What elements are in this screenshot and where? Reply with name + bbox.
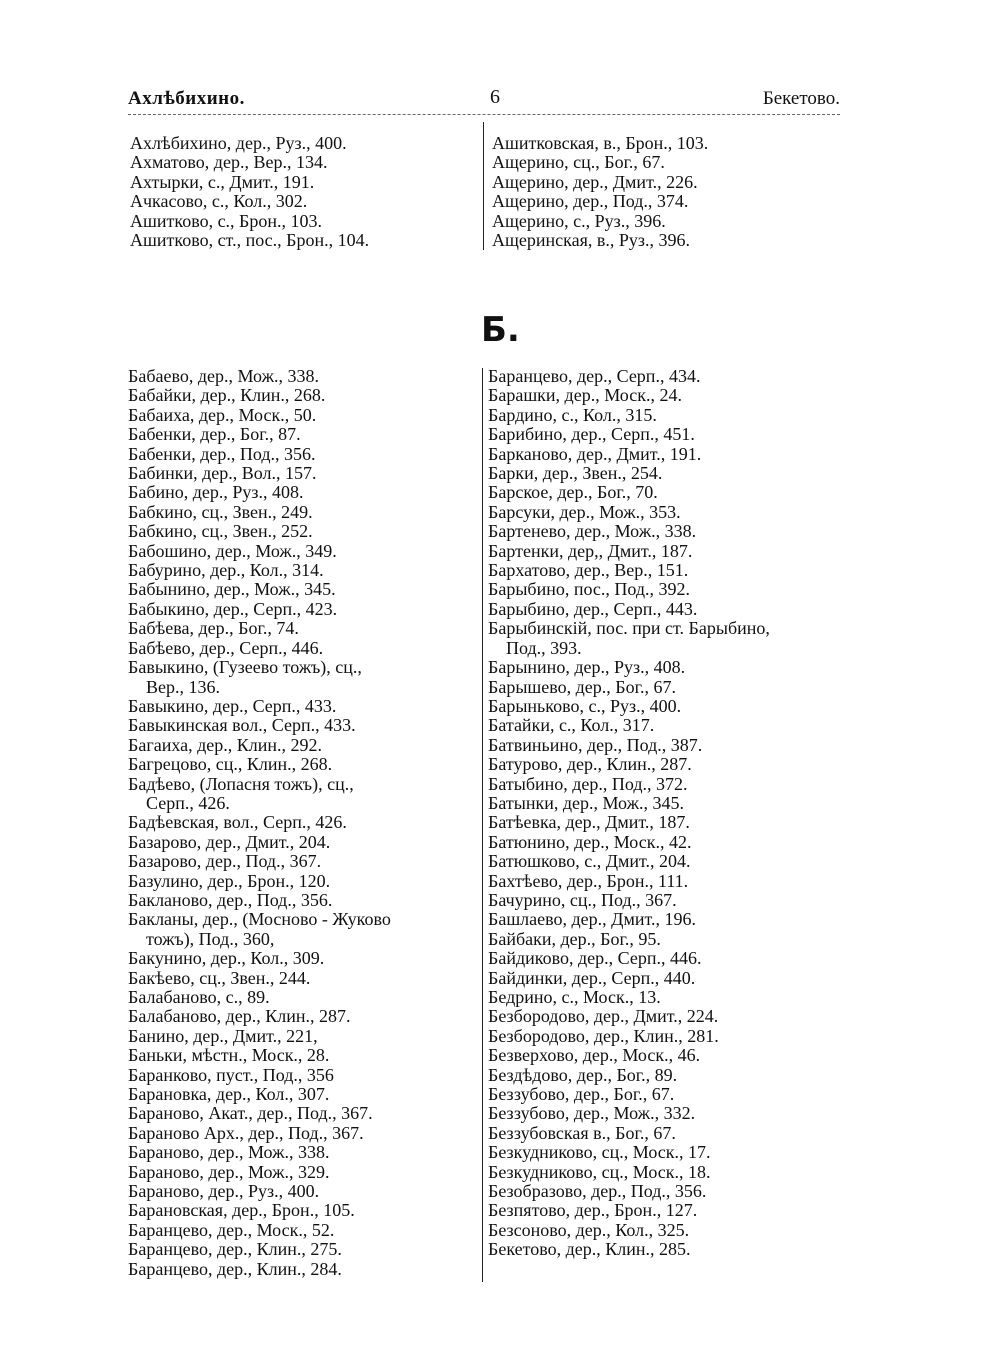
index-entry: Бархатово, дер., Вер., 151. (488, 560, 689, 581)
index-entry: Бабурино, дер., Кол., 314. (128, 560, 324, 581)
index-entry: Бавыкино, (Гузеево тожъ), сц., (128, 657, 362, 678)
index-entry: Барканово, дер., Дмит., 191. (488, 443, 702, 464)
index-entry: Ахтырки, с., Дмит., 191. (130, 171, 315, 192)
index-entry: Баранцево, дер., Серп., 434. (488, 366, 701, 386)
index-entry: Бекетово, дер., Клин., 285. (488, 1239, 691, 1260)
index-entry: Батюнино, дер., Моск., 42. (488, 831, 692, 852)
index-entry: Бадѣево, (Лопасня тожъ), сц., (128, 773, 354, 794)
section-letter-heading: Б. (481, 310, 520, 350)
index-entry: Ачкасово, с., Кол., 302. (130, 191, 308, 212)
index-entry: Балабаново, с., 89. (128, 987, 270, 1007)
index-entry: Ащерино, дер., Под., 374. (492, 191, 689, 212)
index-entry-continuation: тожъ), Под., 360, (146, 928, 275, 949)
index-entry: Бабенки, дер., Бог., 87. (128, 424, 301, 445)
index-entry: Бакунино, дер., Кол., 309. (128, 948, 325, 969)
index-entry: Батайки, с., Кол., 317. (488, 715, 655, 736)
index-entry: Безобразово, дер., Под., 356. (488, 1181, 707, 1202)
index-entry: Бараново, дер., Руз., 400. (128, 1181, 320, 1202)
index-entry: Бабошино, дер., Мож., 349. (128, 540, 337, 561)
index-entry: Бабкино, сц., Звен., 249. (128, 501, 313, 522)
index-entry: Баньки, мѣстн., Моск., 28. (128, 1045, 330, 1066)
header-last-word: Бекетово. (762, 88, 840, 109)
index-entry: Багрецово, сц., Клин., 268. (128, 754, 333, 775)
index-entry: Ашитково, с., Брон., 103. (130, 210, 323, 231)
section-b-right-column (488, 367, 770, 1260)
index-entry: Ащерино, дер., Дмит., 226. (492, 171, 698, 192)
index-entry: Бавыкино, дер., Серп., 433. (128, 695, 337, 716)
index-entry: Ахлѣбихино, дер., Руз., 400. (130, 133, 347, 153)
index-entry: Бачурино, сц., Под., 367. (488, 889, 677, 910)
section-a-right-column (492, 134, 708, 250)
index-entry: Бараново, дер., Мож., 329. (128, 1161, 330, 1182)
index-entry: Ашитковская, в., Брон., 103. (492, 133, 709, 153)
index-entry: Бездѣдово, дер., Бог., 89. (488, 1064, 678, 1085)
index-entry: Байдиково, дер., Серп., 446. (488, 948, 702, 969)
index-entry: Бедрино, с., Моск., 13. (488, 987, 661, 1007)
index-entry: Бараново Арх., дер., Под., 367. (128, 1122, 364, 1143)
index-entry: Барыбино, дер., Серп., 443. (488, 598, 698, 619)
index-entry: Барибино, дер., Серп., 451. (488, 424, 695, 445)
index-entry: Бакланы, дер., (Мосново - Жуково (128, 909, 391, 930)
index-entry: Барсуки, дер., Мож., 353. (488, 501, 681, 522)
index-entry: Бабинки, дер., Вол., 157. (128, 463, 317, 484)
index-entry: Беззубово, дер., Бог., 67. (488, 1084, 675, 1105)
section-a-left-column (130, 134, 369, 250)
index-entry-continuation: Под., 393. (506, 637, 582, 658)
index-entry: Бабѣево, дер., Серп., 446. (128, 637, 324, 658)
index-entry: Балабаново, дер., Клин., 287. (128, 1006, 351, 1027)
index-entry: Бараново, дер., Мож., 338. (128, 1142, 330, 1163)
index-entry: Ащеринская, в., Руз., 396. (492, 230, 690, 251)
header-first-word: Ахлѣбихино. (128, 88, 245, 109)
index-entry: Ашитково, ст., пос., Брон., 104. (130, 230, 370, 251)
index-entry: Бакѣево, сц., Звен., 244. (128, 967, 311, 988)
index-entry: Багаиха, дер., Клин., 292. (128, 734, 322, 755)
index-entry: Бартенево, дер., Мож., 338. (488, 521, 697, 542)
index-entry: Базарово, дер., Дмит., 204. (128, 831, 331, 852)
running-header (128, 88, 840, 114)
index-entry: Батюшково, с., Дмит., 204. (488, 851, 691, 872)
index-entry: Базулино, дер., Брон., 120. (128, 870, 331, 891)
index-entry: Ащерино, с., Руз., 396. (492, 210, 666, 231)
index-entry: Безкудниково, сц., Моск., 18. (488, 1161, 711, 1182)
index-entry: Башлаево, дер., Дмит., 196. (488, 909, 696, 930)
index-entry: Батыбино, дер., Под., 372. (488, 773, 688, 794)
index-entry: Бартенки, дер,, Дмит., 187. (488, 540, 693, 561)
index-entry: Батурово, дер., Клин., 287. (488, 754, 692, 775)
index-entry: Барановка, дер., Кол., 307. (128, 1084, 330, 1105)
index-entry-continuation: Вер., 136. (146, 676, 220, 697)
index-entry: Бабыкино, дер., Серп., 423. (128, 598, 338, 619)
index-entry: Ахматово, дер., Вер., 134. (130, 152, 328, 173)
index-entry: Бараново, Акат., дер., Под., 367. (128, 1103, 373, 1124)
section-b-column-divider (482, 368, 483, 1282)
index-entry: Бабино, дер., Руз., 408. (128, 482, 304, 503)
index-entry: Барановская, дер., Брон., 105. (128, 1200, 355, 1221)
index-entry: Безверхово, дер., Моск., 46. (488, 1045, 701, 1066)
index-entry: Безбородово, дер., Дмит., 224. (488, 1006, 719, 1027)
index-entry: Байдинки, дер., Серп., 440. (488, 967, 696, 988)
index-entry: Баранцево, дер., Моск., 52. (128, 1219, 335, 1240)
index-entry: Бабаево, дер., Мож., 338. (128, 366, 320, 386)
index-entry: Барашки, дер., Моск., 24. (488, 385, 682, 406)
index-entry: Безсоново, дер., Кол., 325. (488, 1219, 690, 1240)
index-entry: Баранцево, дер., Клин., 275. (128, 1239, 342, 1260)
index-entry: Безпятово, дер., Брон., 127. (488, 1200, 698, 1221)
page-number: 6 (490, 86, 500, 108)
index-entry: Барыбино, пос., Под., 392. (488, 579, 691, 600)
header-rule (128, 114, 840, 115)
index-entry: Барыбинскій, пос. при ст. Барыбино, (488, 618, 770, 639)
index-entry: Бахтѣево, дер., Брон., 111. (488, 870, 689, 891)
index-entry: Баранково, пуст., Под., 356 (128, 1064, 334, 1085)
index-entry: Беззубовская в., Бог., 67. (488, 1122, 676, 1143)
index-entry: Бабѣева, дер., Бог., 74. (128, 618, 299, 639)
index-entry: Бардино, с., Кол., 315. (488, 404, 657, 425)
index-entry: Бабкино, сц., Звен., 252. (128, 521, 313, 542)
index-entry: Батѣевка, дер., Дмит., 187. (488, 812, 690, 833)
index-entry: Безкудниково, сц., Моск., 17. (488, 1142, 711, 1163)
index-entry: Безбородово, дер., Клин., 281. (488, 1025, 719, 1046)
section-b-left-column (128, 367, 391, 1279)
index-entry: Байбаки, дер., Бог., 95. (488, 928, 661, 949)
index-entry: Барынино, дер., Руз., 408. (488, 657, 686, 678)
index-entry: Бавыкинская вол., Серп., 433. (128, 715, 356, 736)
index-entry: Базарово, дер., Под., 367. (128, 851, 322, 872)
index-entry: Барыньково, с., Руз., 400. (488, 695, 682, 716)
index-entry: Барышево, дер., Бог., 67. (488, 676, 676, 697)
section-a-column-divider (483, 122, 484, 250)
index-entry: Бабаиха, дер., Моск., 50. (128, 404, 317, 425)
index-entry: Бабайки, дер., Клин., 268. (128, 385, 326, 406)
index-entry: Бадѣевская, вол., Серп., 426. (128, 812, 347, 833)
index-entry: Барки, дер., Звен., 254. (488, 463, 663, 484)
index-entry: Беззубово, дер., Мож., 332. (488, 1103, 696, 1124)
index-entry: Барское, дер., Бог., 70. (488, 482, 658, 503)
index-entry: Ащерино, сц., Бог., 67. (492, 152, 665, 173)
index-entry-continuation: Серп., 426. (146, 792, 230, 813)
index-entry: Батынки, дер., Мож., 345. (488, 792, 685, 813)
index-entry: Бакланово, дер., Под., 356. (128, 889, 333, 910)
index-entry: Бабенки, дер., Под., 356. (128, 443, 316, 464)
index-entry: Батвиньино, дер., Под., 387. (488, 734, 703, 755)
index-entry: Бабынино, дер., Мож., 345. (128, 579, 336, 600)
index-entry: Банино, дер., Дмит., 221, (128, 1025, 318, 1046)
index-entry: Баранцево, дер., Клин., 284. (128, 1258, 342, 1279)
